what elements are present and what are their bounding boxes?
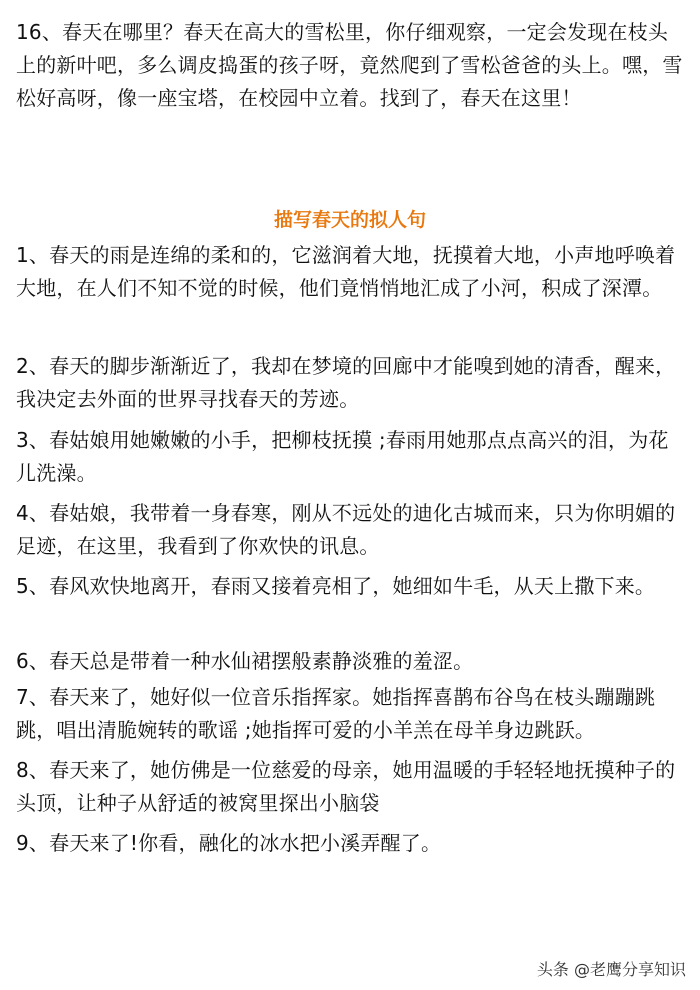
paragraph-item-5: 5、春风欢快地离开，春雨又接着亮相了，她细如牛毛，从天上撒下来。	[16, 574, 656, 598]
paragraph-item-8: 8、春天来了，她仿佛是一位慈爱的母亲，她用温暖的手轻轻地抚摸种子的头顶，让种子从舒适的被窝里探出小脑袋	[16, 758, 676, 815]
paragraph-item-1: 1、春天的雨是连绵的柔和的，它滋润着大地，抚摸着大地，小声地呼唤着大地，在人们不知不觉的时候，他们竟悄悄地汇成了小河，积成了深潭。	[16, 243, 676, 300]
paragraph-item-6: 6、春天总是带着一种水仙裙摆般素静淡雅的羞涩。	[16, 649, 474, 673]
watermark: 头条 @老鹰分享知识	[536, 960, 686, 979]
paragraph-item-7: 7、春天来了，她好似一位音乐指挥家。她指挥喜鹊布谷鸟在枝头蹦蹦跳跳，唱出清脆婉转的歌谣 ;她指挥可爱的小羊羔在母羊身边跳跃。	[16, 685, 656, 742]
paragraph-item-3: 3、春姑娘用她嫩嫩的小手，把柳枝抚摸 ;春雨用她那点点高兴的泪，为花儿洗澡。	[16, 428, 669, 485]
paragraph-item-2: 2、春天的脚步渐渐近了，我却在梦境的回廊中才能嗅到她的清香，醒来，我决定去外面的世界寻找春天的芳迹。	[16, 354, 676, 411]
paragraph-16: 16、春天在哪里？春天在高大的雪松里，你仔细观察，一定会发现在枝头上的新叶吧，多么调皮捣蛋的孩子呀，竟然爬到了雪松爸爸的头上。嘿，雪松好高呀，像一座宝塔，在校园中立着。找到了，春天在这里！	[16, 20, 683, 110]
paragraph-item-4: 4、春姑娘，我带着一身春寒，刚从不远处的迪化古城而来，只为你明媚的足迹，在这里，我看到了你欢快的讯息。	[16, 501, 676, 558]
paragraph-item-9: 9、春天来了!你看，融化的冰水把小溪弄醒了。	[16, 831, 442, 855]
section-heading: 描写春天的拟人句	[273, 209, 426, 231]
